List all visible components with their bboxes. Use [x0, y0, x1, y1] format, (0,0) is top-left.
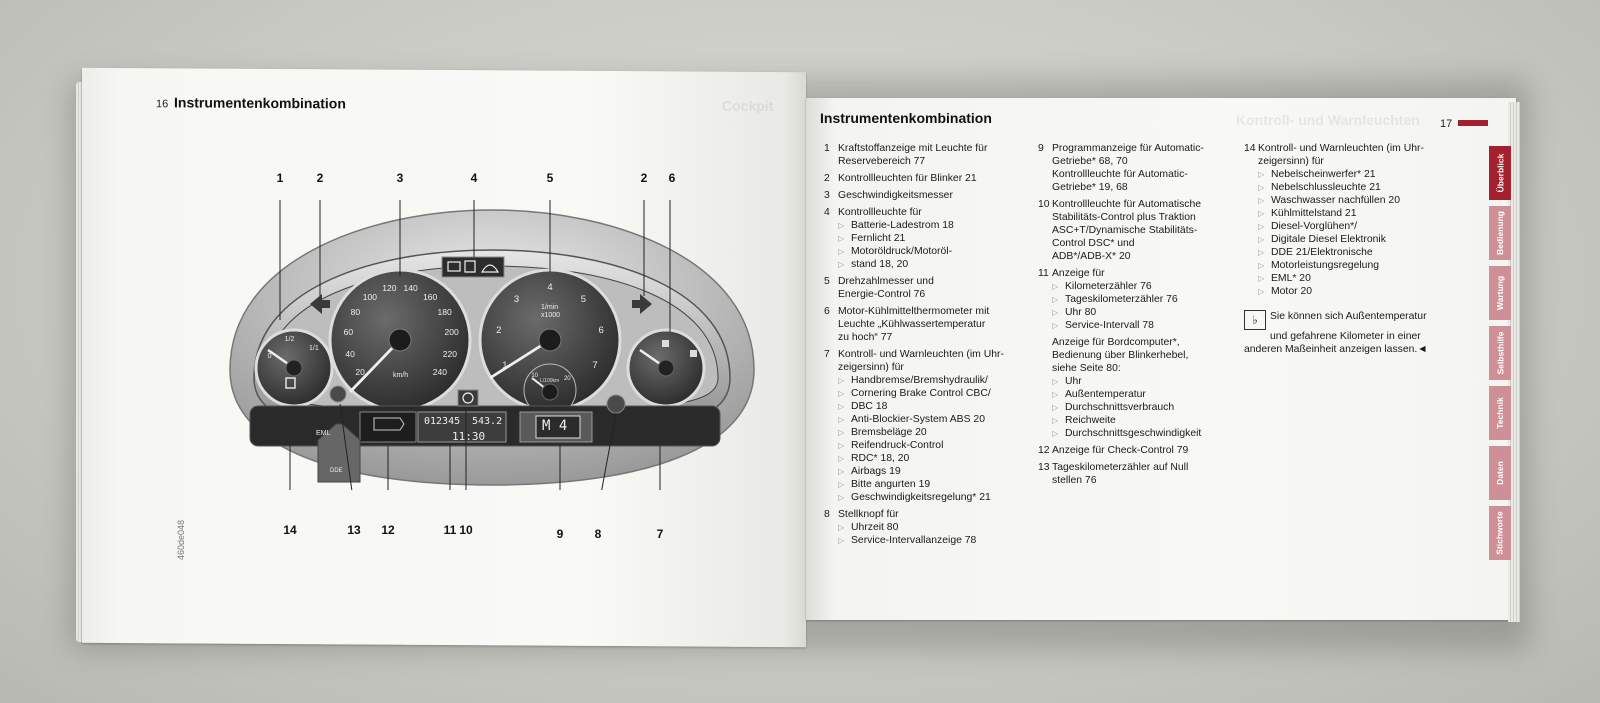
entry-line: Stabilitäts-Control plus Traktion — [1052, 212, 1196, 223]
tab-selbsthilfe — [1489, 326, 1511, 380]
clock-value: 11:30 — [452, 430, 486, 443]
tab-daten — [1489, 446, 1511, 500]
entry-subitem: ▷ Handbremse/Bremshydraulik/ — [838, 374, 1029, 387]
entry-number: 6 — [824, 306, 830, 317]
instrument-cluster-illustration — [220, 200, 764, 490]
entry-line: Anzeige für Check-Control 79 — [1052, 445, 1189, 456]
entry-line: Kontroll- und Warnleuchten (im Uhr- — [838, 349, 1004, 360]
tab-stichworte — [1489, 506, 1511, 560]
col2-entry — [1038, 336, 1238, 440]
callout-11: 11 — [443, 523, 457, 537]
tacho-tick: 2 — [496, 324, 502, 336]
tacho-unit-1: 1/min — [541, 304, 559, 311]
col2-entry — [1038, 444, 1238, 457]
entry-subitem: ▷ Durchschnittsverbrauch — [1052, 401, 1238, 414]
entry-line: Geschwindigkeitsmesser — [838, 190, 953, 201]
entry-subitem: ▷ Airbags 19 — [838, 465, 1029, 478]
entry-line: Drehzahlmesser und — [838, 276, 934, 287]
entry-subitem: ▷ Reifendruck-Control — [838, 439, 1029, 452]
speedo-tick: 100 — [362, 291, 377, 302]
callout-3: 3 — [396, 171, 404, 185]
entry-subitem: ▷ DDE 21/Elektronische — [1258, 246, 1444, 259]
bleed-through-text: Cockpit — [722, 97, 774, 115]
entry-subitem: ▷ DBC 18 — [838, 400, 1029, 413]
dde-label: DDE — [330, 468, 343, 474]
col1-entry — [824, 172, 1029, 185]
entry-subitem: ▷ Durchschnittsgeschwindigkeit — [1052, 427, 1238, 440]
tacho-tick: 1 — [502, 360, 508, 371]
callout-6: 6 — [668, 171, 676, 185]
fuel-tick: 1/2 — [284, 336, 295, 344]
entry-line: zu hoch“ 77 — [838, 332, 893, 343]
entry-number: 12 — [1038, 445, 1050, 456]
callout-9: 9 — [556, 527, 564, 541]
entry-line: zeigersinn) für — [838, 362, 904, 373]
tacho-tick: 6 — [598, 324, 604, 336]
speedo-tick: 120 — [382, 283, 397, 294]
page-marker-bar — [1458, 120, 1488, 126]
col1-entry — [824, 305, 1029, 344]
tab-label: Wartung — [1495, 275, 1505, 311]
trip-value: 543.2 — [472, 416, 503, 427]
entry-subitem: ▷ Kühlmittelstand 21 — [1258, 207, 1444, 220]
entry-number: 5 — [824, 276, 830, 287]
entry-subitem: ▷ Batterie-Ladestrom 18 — [838, 219, 1029, 232]
col2-entry — [1038, 142, 1238, 194]
entry-subitem: ▷ Außentemperatur — [1052, 388, 1238, 401]
reader-note-icon: ♭ — [1244, 310, 1266, 330]
speedo-unit: km/h — [393, 372, 409, 379]
entry-subitem: ▷ Motorleistungsregelung — [1258, 259, 1444, 272]
tab-label: Daten — [1495, 461, 1505, 485]
note-block — [1244, 310, 1444, 356]
entry-line: Kontrollleuchte für — [838, 207, 922, 218]
right-page — [806, 98, 1516, 620]
entry-subitem: ▷ EML* 20 — [1258, 272, 1444, 285]
callout-1: 1 — [276, 171, 284, 185]
entry-subitem: ▷ stand 18, 20 — [838, 258, 1029, 271]
callout-2: 2 — [640, 171, 648, 185]
entry-subitem: ▷ RDC* 18, 20 — [838, 452, 1029, 465]
callout-12: 12 — [381, 523, 395, 537]
speedo-tick: 160 — [423, 291, 438, 302]
legend-column-2 — [1038, 142, 1238, 491]
note-line-3: anderen Maßeinheit anzeigen lassen.◄ — [1244, 344, 1428, 355]
entry-line: Getriebe* 68, 70 — [1052, 156, 1128, 167]
tacho-tick: 5 — [580, 294, 587, 306]
tacho-unit-2: x1000 — [541, 312, 561, 319]
callout-13: 13 — [347, 523, 361, 537]
col2-entry — [1038, 267, 1238, 332]
speedo-tick: 40 — [345, 348, 355, 359]
entry-line: Anzeige für — [1052, 268, 1105, 279]
col2-entry — [1038, 198, 1238, 263]
tacho-tick: 3 — [513, 294, 520, 306]
tab-technik — [1489, 386, 1511, 440]
speedo-tick: 220 — [442, 348, 457, 359]
callout-2: 2 — [316, 171, 324, 185]
entry-subitem: ▷ Geschwindigkeitsregelung* 21 — [838, 491, 1029, 504]
legend-column-1 — [824, 142, 1029, 551]
entry-line: Control DSC* und — [1052, 238, 1135, 249]
col1-entry — [824, 206, 1029, 271]
tab-überblick — [1489, 146, 1511, 200]
entry-subitem: ▷ Fernlicht 21 — [838, 232, 1029, 245]
entry-subitem: ▷ Waschwasser nachfüllen 20 — [1258, 194, 1444, 207]
entry-subitem: ▷ Kilometerzähler 76 — [1052, 280, 1238, 293]
entry-subitem: ▷ Tageskilometerzähler 76 — [1052, 293, 1238, 306]
col1-entry — [824, 189, 1029, 202]
entry-subitem: ▷ Bremsbeläge 20 — [838, 426, 1029, 439]
entry-line: Reservebereich 77 — [838, 156, 926, 167]
entry-number: 1 — [824, 143, 830, 154]
col3-entry — [1244, 142, 1444, 298]
econ-tick: 10 — [531, 373, 539, 380]
entry-line: ADB*/ADB-X* 20 — [1052, 251, 1131, 262]
entry-line: Anzeige für Bordcomputer*, — [1052, 337, 1180, 348]
tacho-tick: 7 — [592, 360, 598, 371]
note-line-2: und gefahrene Kilometer in einer — [1270, 331, 1421, 342]
eml-label: EML — [316, 430, 331, 437]
entry-number: 13 — [1038, 462, 1050, 473]
entry-subitem: ▷ Diesel-Vorglühen*/ — [1258, 220, 1444, 233]
entry-line: Energie-Control 76 — [838, 289, 926, 300]
entry-number: 4 — [824, 207, 830, 218]
entry-number: 11 — [1038, 268, 1049, 279]
tab-label: Technik — [1495, 397, 1505, 429]
page-number-right: 17 — [1440, 118, 1453, 130]
entry-line: Kontrollleuchte für Automatische — [1052, 199, 1202, 210]
callout-8: 8 — [594, 527, 602, 541]
entry-subitem: ▷ Uhr 80 — [1052, 306, 1238, 319]
tacho-tick: 4 — [547, 282, 553, 293]
entry-subitem: ▷ Uhrzeit 80 — [838, 521, 1029, 534]
thumb-index-tabs — [1489, 146, 1511, 566]
econ-unit: L/100km — [540, 378, 560, 384]
fuel-tick: 0 — [267, 353, 272, 361]
entry-subitem: ▷ Bitte angurten 19 — [838, 478, 1029, 491]
note-line-1: Sie können sich Außentemperatur — [1270, 311, 1427, 322]
entry-number: 9 — [1038, 143, 1044, 154]
entry-line: zeigersinn) für — [1258, 156, 1324, 167]
callout-5: 5 — [546, 171, 554, 185]
entry-number: 7 — [824, 349, 830, 360]
entry-line: Tageskilometerzähler auf Null — [1052, 462, 1189, 473]
page-title-left: Instrumentenkombination — [174, 94, 346, 112]
image-code: 460de048 — [176, 519, 186, 560]
tab-wartung — [1489, 266, 1511, 320]
callout-10: 10 — [459, 523, 473, 537]
speedo-tick: 60 — [343, 327, 354, 338]
speedo-tick: 200 — [444, 327, 459, 338]
entry-line: Programmanzeige für Automatic- — [1052, 143, 1204, 154]
entry-line: siehe Seite 80: — [1052, 363, 1121, 374]
bleed-through-text: Kontroll- und Warnleuchten — [1236, 112, 1420, 128]
entry-number: 2 — [824, 173, 830, 184]
entry-line: Kraftstoffanzeige mit Leuchte für — [838, 143, 988, 154]
entry-subitem: ▷ Motoröldruck/Motoröl- — [838, 245, 1029, 258]
entry-number: 8 — [824, 509, 830, 520]
entry-subitem: ▷ Motor 20 — [1258, 285, 1444, 298]
entry-subitem: ▷ Service-Intervall 78 — [1052, 319, 1238, 332]
entry-line: Leuchte „Kühlwassertemperatur — [838, 319, 986, 330]
fuel-tick: 1/1 — [309, 345, 319, 353]
entry-line: Kontrollleuchte für Automatic- — [1052, 169, 1188, 180]
entry-number: 14 — [1244, 143, 1256, 154]
page-title-right: Instrumentenkombination — [820, 110, 992, 126]
tab-label: Stichworte — [1495, 511, 1506, 555]
speedo-tick: 20 — [355, 367, 365, 378]
speedo-tick: 180 — [437, 307, 452, 318]
entry-subitem: ▷ Reichweite — [1052, 414, 1238, 427]
gear-display: M 4 — [542, 418, 568, 434]
entry-subitem: ▷ Anti-Blockier-System ABS 20 — [838, 413, 1029, 426]
entry-line: Stellknopf für — [838, 509, 899, 520]
entry-line: Getriebe* 19, 68 — [1052, 182, 1128, 193]
entry-number: 10 — [1038, 199, 1050, 210]
entry-subitem: ▷ Digitale Diesel Elektronik — [1258, 233, 1444, 246]
col1-entry — [824, 142, 1029, 168]
legend-column-3 — [1244, 142, 1444, 302]
col1-entry — [824, 508, 1029, 547]
entry-line: Kontroll- und Warnleuchten (im Uhr- — [1258, 143, 1424, 154]
tab-label: Selbsthilfe — [1495, 331, 1506, 375]
entry-line: Motor-Kühlmittelthermometer mit — [838, 306, 990, 317]
col1-entry — [824, 348, 1029, 504]
speedo-tick: 140 — [403, 283, 418, 294]
callout-14: 14 — [283, 523, 297, 537]
speedo-tick: 240 — [432, 367, 447, 378]
entry-line: stellen 76 — [1052, 475, 1097, 486]
cluster-svg — [220, 200, 764, 490]
page-number-left: 16 — [156, 98, 169, 111]
odometer-value: 012345 — [424, 416, 461, 427]
tab-bedienung — [1489, 206, 1511, 260]
econ-tick: 20 — [563, 376, 571, 382]
callout-4: 4 — [470, 171, 478, 185]
entry-line: ASC+T/Dynamische Stabilitäts- — [1052, 225, 1198, 236]
entry-line: Bedienung über Blinkerhebel, — [1052, 350, 1189, 361]
entry-subitem: ▷ Service-Intervallanzeige 78 — [838, 534, 1029, 547]
entry-subitem: ▷ Nebelschlussleuchte 21 — [1258, 181, 1444, 194]
entry-subitem: ▷ Cornering Brake Control CBC/ — [838, 387, 1029, 400]
callout-7: 7 — [656, 527, 664, 541]
col2-entry — [1038, 461, 1238, 487]
entry-subitem: ▷ Nebelscheinwerfer* 21 — [1258, 168, 1444, 181]
entry-line: Kontrollleuchten für Blinker 21 — [838, 173, 977, 184]
tab-label: Bedienung — [1495, 211, 1506, 255]
entry-number: 3 — [824, 190, 830, 201]
col1-entry — [824, 275, 1029, 301]
entry-subitem: ▷ Uhr — [1052, 375, 1238, 388]
speedo-tick: 80 — [350, 307, 361, 318]
tab-label: Überblick — [1495, 153, 1505, 193]
